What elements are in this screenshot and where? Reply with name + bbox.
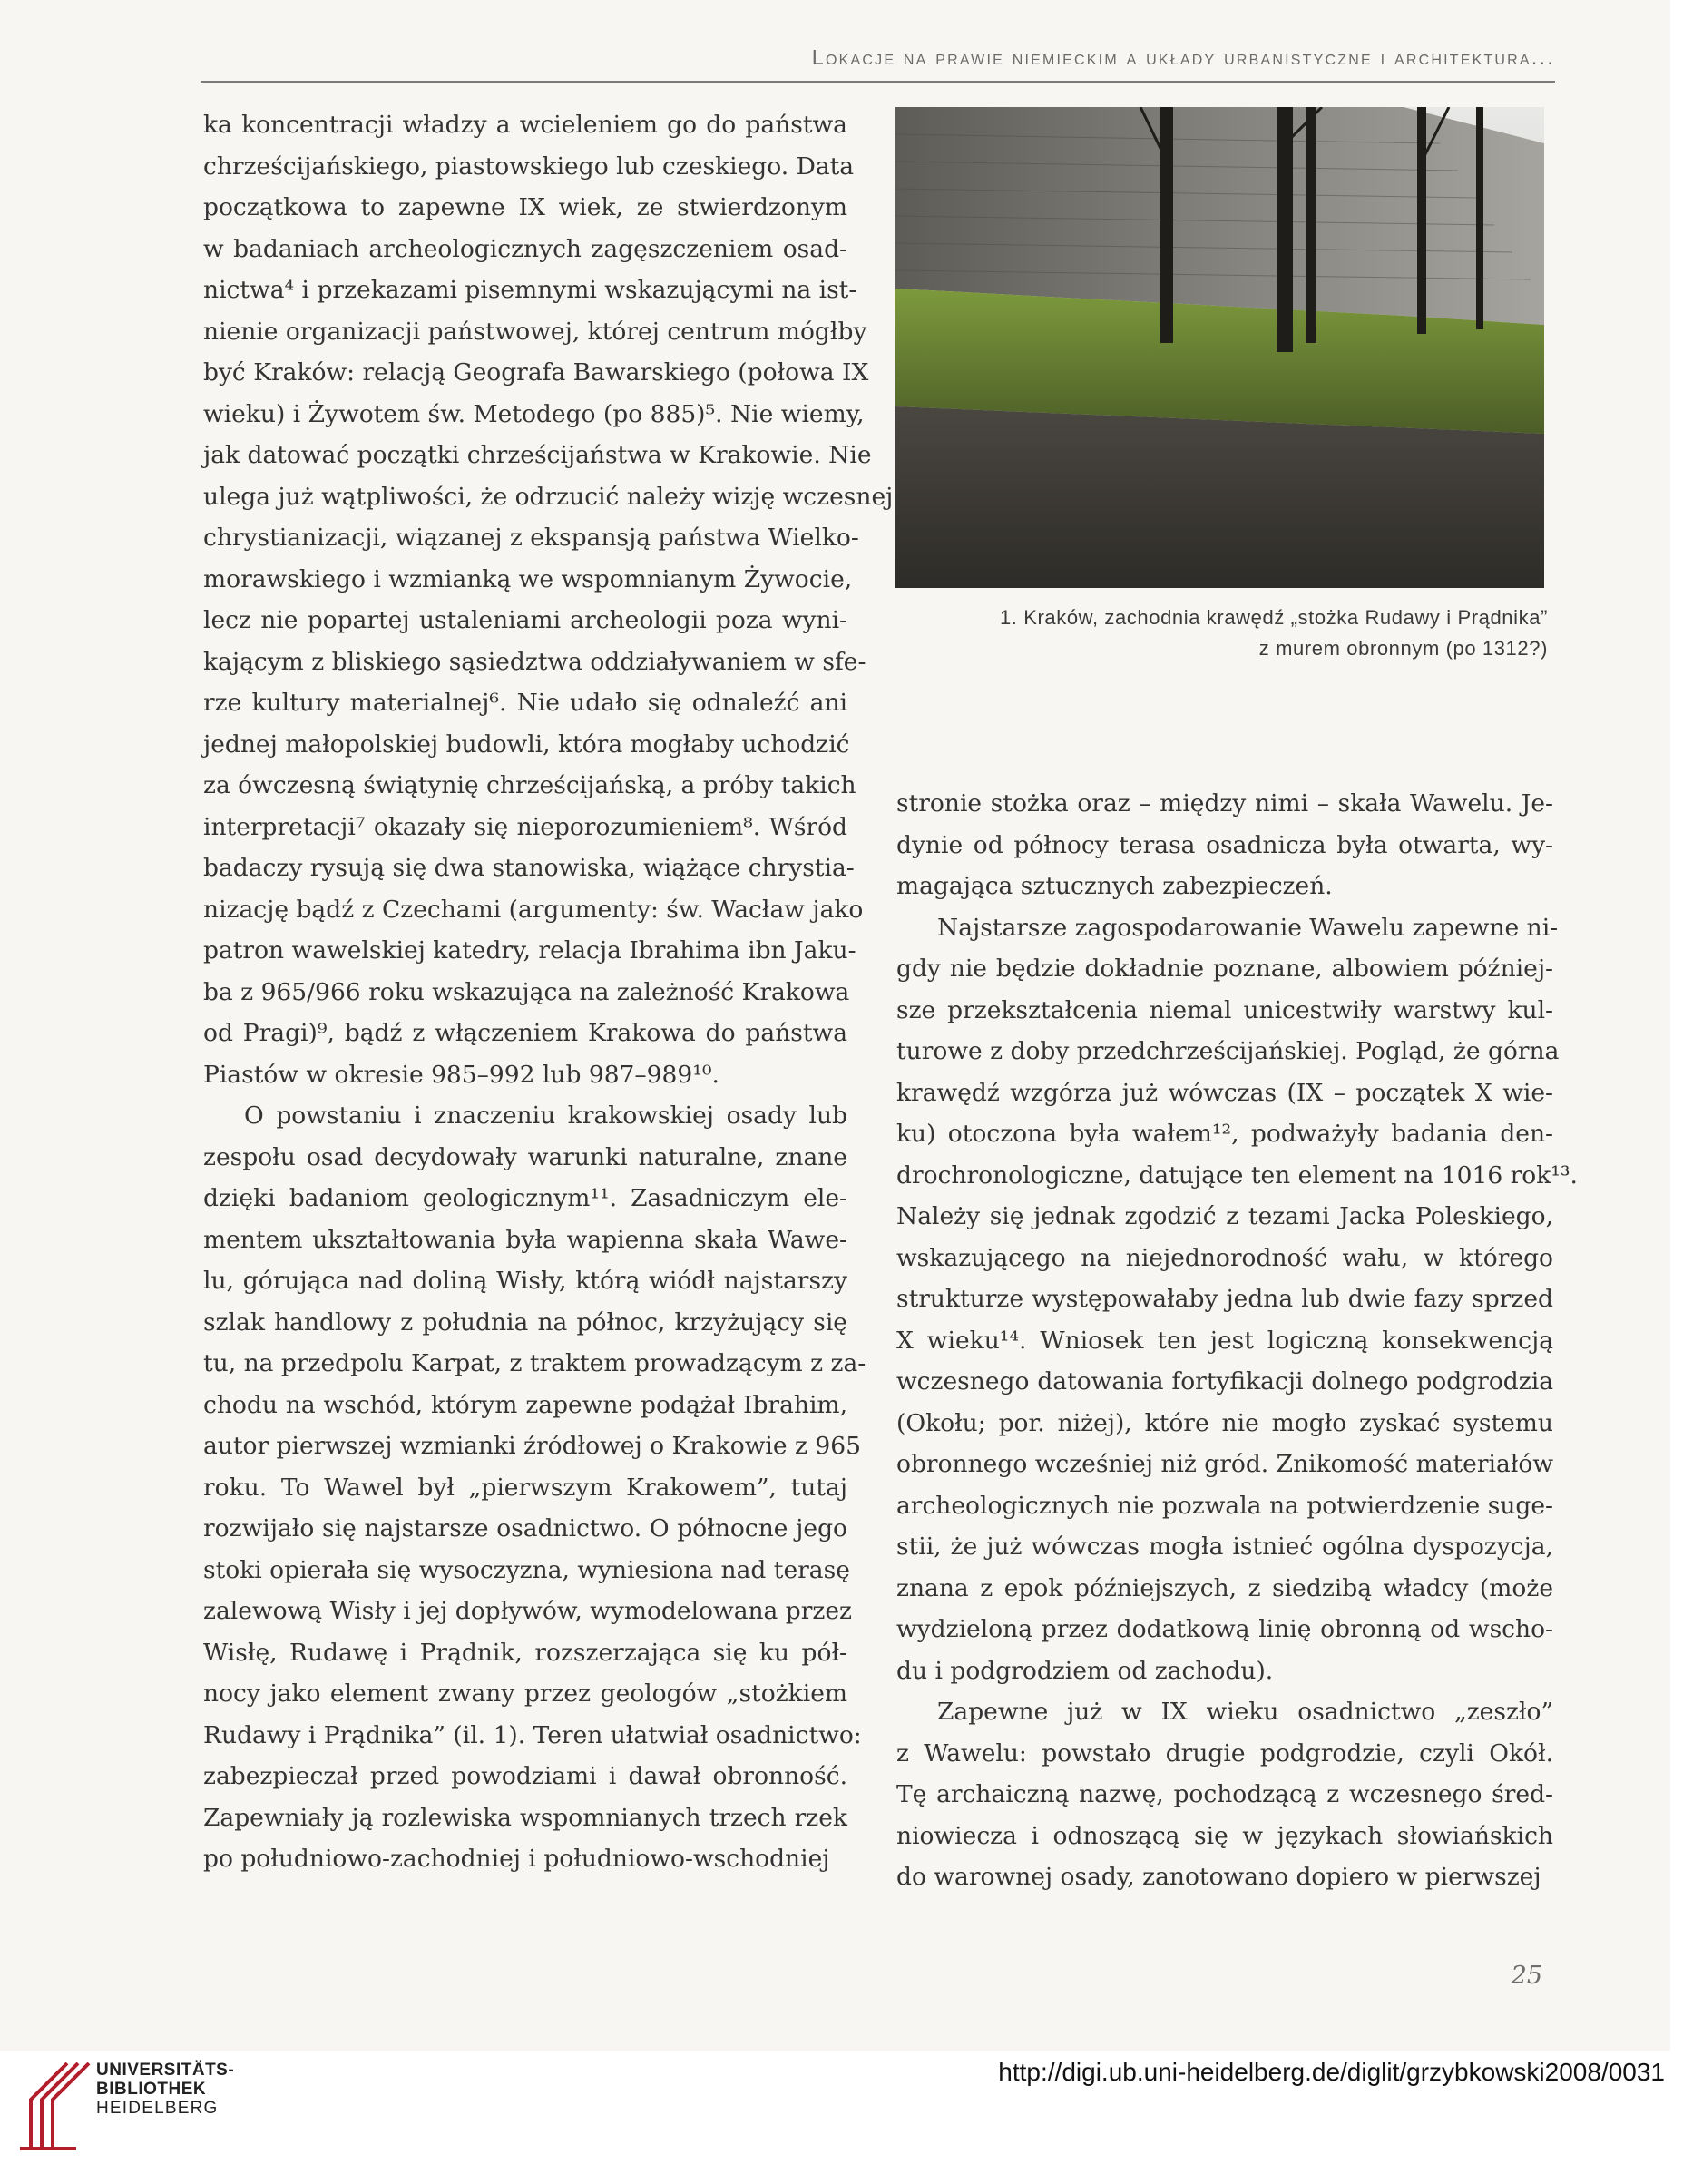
text-line: sze przekształcenia niemal unicestwiły warstwy kul- xyxy=(896,995,1553,1024)
text-line: interpretacji⁷ okazały się nieporozumieniem⁸. Wśród xyxy=(203,812,847,841)
text-line: archeologicznych nie pozwala na potwierdzenie suge- xyxy=(896,1491,1553,1520)
running-header: Lokacje na prawie niemieckim a układy urbanistyczne i architektura... xyxy=(811,45,1555,69)
text-line: magająca sztucznych zabezpieczeń. xyxy=(896,872,1333,900)
text-line: wieku) i Żywotem św. Metodego (po 885)⁵. Nie wiemy, xyxy=(203,399,865,428)
text-line: roku. To Wawel był „pierwszym Krakowem”, tutaj xyxy=(203,1473,847,1502)
text-line: badaczy rysują się dwa stanowiska, wiążące chrystia- xyxy=(203,854,855,882)
text-line: Zapewniały ją rozlewiska wspomnianych trzech rzek xyxy=(203,1803,847,1832)
text-line: ka koncentracji władzy a wcieleniem go do państwa xyxy=(203,111,847,139)
text-line: chrześcijańskiego, piastowskiego lub czeskiego. Data xyxy=(203,152,855,181)
text-line: być Kraków: relacją Geografa Bawarskiego (połowa IX xyxy=(203,358,869,387)
text-line: zespołu osad decydowały warunki naturalne, znane xyxy=(203,1142,847,1171)
header-rule xyxy=(201,81,1555,83)
text-line: drochronologiczne, datujące ten element na 1016 rok¹³. xyxy=(896,1161,1578,1190)
text-line: nienie organizacji państwowej, której centrum mógłby xyxy=(203,317,867,346)
text-line: du i podgrodziem od zachodu). xyxy=(896,1656,1274,1685)
text-line: nocy jako element zwany przez geologów „stożkiem xyxy=(203,1680,847,1708)
text-line: chodu na wschód, którym zapewne podążał Ibrahim, xyxy=(203,1390,847,1419)
paragraph-2 xyxy=(896,907,1578,1692)
text-line: ulega już wątpliwości, że odrzucić należy wizję wczesnej xyxy=(203,482,894,511)
text-line: Rudawy i Prądnika” (il. 1). Teren ułatwiał osadnictwo: xyxy=(203,1720,862,1749)
text-line: autor pierwszej wzmianki źródłowej o Krakowie z 965 xyxy=(203,1432,861,1460)
library-name-line-2: BIBLIOTHEK xyxy=(96,2080,207,2099)
text-line: obronnego wcześniej niż gród. Znikomość materiałów xyxy=(896,1450,1554,1478)
page-number: 25 xyxy=(1511,1962,1542,1990)
text-line: patron wawelskiej katedry, relacja Ibrahima ibn Jaku- xyxy=(203,936,856,965)
text-line: gdy nie będzie dokładnie poznane, albowiem później- xyxy=(896,955,1553,983)
text-line: rze kultury materialnej⁶. Nie udało się odnaleźć ani xyxy=(203,689,847,717)
text-line: krawędź wzgórza już wówczas (IX – początek X wie- xyxy=(896,1078,1553,1107)
text-line: strukturze występowałaby jedna lub dwie fazy sprzed xyxy=(896,1285,1553,1313)
text-line: Zapewne już w IX wieku osadnictwo „zeszło” xyxy=(937,1698,1553,1726)
text-line: zabezpieczał przed powodziami i dawał obronność. xyxy=(203,1762,847,1790)
library-name xyxy=(96,2061,234,2118)
library-logo-icon xyxy=(13,2058,94,2154)
text-line: wskazującego na niejednorodność wału, w którego xyxy=(896,1243,1553,1272)
text-line: chrystianizacji, wiązanej z ekspansją państwa Wielko- xyxy=(203,524,859,552)
library-name-line-1: UNIVERSITÄTS- xyxy=(96,2061,235,2080)
text-line: morawskiego i wzmianką we wspomnianym Żywocie, xyxy=(203,564,853,593)
paragraph-2 xyxy=(203,1095,866,1880)
text-line: w badaniach archeologicznych zagęszczeniem osad- xyxy=(203,234,847,263)
text-line: ku) otoczona była wałem¹², podważyły badania den- xyxy=(896,1120,1553,1148)
text-line: Tę archaiczną nazwę, pochodzącą z wczesnego śred- xyxy=(896,1780,1553,1808)
library-name-line-3: HEIDELBERG xyxy=(96,2099,219,2118)
text-line: zalewową Wisły i jej dopływów, wymodelowana przez xyxy=(203,1597,853,1625)
text-line: szlak handlowy z południa na północ, krzyżujący się xyxy=(203,1307,847,1337)
text-line: stoki opierała się wysoczyzna, wyniesiona nad terasę xyxy=(203,1555,850,1584)
text-line: O powstaniu i znaczeniu krakowskiej osady lub xyxy=(244,1102,847,1130)
text-line: od Pragi)⁹, bądź z włączeniem Krakowa do państwa xyxy=(203,1019,847,1047)
page-edge xyxy=(1670,0,1683,2051)
text-line: Wisłę, Rudawę i Prądnik, rozszerzająca się ku pół- xyxy=(203,1638,847,1667)
text-line: tu, na przedpolu Karpat, z traktem prowadzącym z za- xyxy=(203,1349,866,1377)
left-text-column xyxy=(203,104,894,1880)
text-line: wczesnego datowania fortyfikacji dolnego podgrodzia xyxy=(896,1367,1553,1396)
text-line: dzięki badaniom geologicznym¹¹. Zasadniczym ele- xyxy=(203,1184,847,1212)
caption-line-1: 1. Kraków, zachodnia krawędź „stożka Rudawy i Prądnika” xyxy=(999,606,1548,629)
text-line: ba z 965/966 roku wskazująca na zależność Krakowa xyxy=(203,977,850,1006)
text-line: znana z epok późniejszych, z siedzibą władcy (może xyxy=(896,1573,1553,1602)
text-line: kającym z bliskiego sąsiedztwa oddziaływaniem w sfe- xyxy=(203,647,866,676)
caption-line-2: z murem obronnym (po 1312?) xyxy=(1258,637,1548,660)
text-line: rozwijało się najstarsze osadnictwo. O północne jego xyxy=(203,1514,847,1543)
figure-caption xyxy=(898,602,1548,664)
text-line: (Okołu; por. niżej), które nie mogło zyskać systemu xyxy=(896,1408,1553,1437)
text-line: X wieku¹⁴. Wniosek ten jest logiczną konsekwencją xyxy=(896,1326,1553,1355)
text-line: początkowa to zapewne IX wiek, ze stwierdzonym xyxy=(203,193,847,221)
paragraph-1 xyxy=(896,783,1553,907)
text-line: wydzieloną przez dodatkową linię obronną od wscho- xyxy=(896,1615,1553,1643)
wall-photo-illustration xyxy=(895,107,1544,588)
text-line: jak datować początki chrześcijaństwa w Krakowie. Nie xyxy=(203,441,872,469)
text-line: dynie od północy terasa osadnicza była otwarta, wy- xyxy=(896,830,1553,859)
text-line: za ówczesną świątynię chrześcijańską, a próby takich xyxy=(203,771,856,799)
text-line: z Wawelu: powstało drugie podgrodzie, czyli Okół. xyxy=(896,1738,1553,1768)
text-line: niowiecza i odnoszącą się w językach słowiańskich xyxy=(896,1821,1553,1850)
text-line: stii, że już wówczas mogła istnieć ogólna dyspozycja, xyxy=(896,1533,1553,1561)
text-line: jednej małopolskiej budowli, która mogłaby uchodzić xyxy=(203,730,850,759)
text-line: turowe z doby przedchrześcijańskiej. Pogląd, że górna xyxy=(896,1037,1560,1065)
text-line: stronie stożka oraz – między nimi – skała Wawelu. Je- xyxy=(896,789,1553,818)
text-line: lu, górująca nad doliną Wisły, którą wiódł najstarszy xyxy=(203,1267,847,1295)
text-line: po południowo-zachodniej i południowo-wschodniej xyxy=(203,1845,830,1873)
source-url-link[interactable]: http://digi.ub.uni-heidelberg.de/diglit/grzybkowski2008/0031 xyxy=(998,2058,1665,2086)
text-line: mentem ukształtowania była wapienna skała Wawe- xyxy=(203,1225,847,1254)
paragraph-1 xyxy=(203,104,894,1095)
text-line: Należy się jednak zgodzić z tezami Jacka Poleskiego, xyxy=(896,1202,1553,1230)
text-line: Najstarsze zagospodarowanie Wawelu zapewne ni- xyxy=(937,913,1559,942)
text-line: lecz nie popartej ustaleniami archeologii poza wyni- xyxy=(203,606,847,634)
paragraph-3 xyxy=(896,1691,1553,1898)
text-line: nizację bądź z Czechami (argumenty: św. Wacław jako xyxy=(203,895,864,924)
text-line: Piastów w okresie 985–992 lub 987–989¹⁰. xyxy=(203,1060,719,1089)
right-text-column xyxy=(896,783,1578,1898)
text-line: do warownej osady, zanotowano dopiero w pierwszej xyxy=(896,1863,1541,1891)
text-line: nictwa⁴ i przekazami pisemnymi wskazującymi na ist- xyxy=(203,276,857,304)
figure-photo xyxy=(895,107,1544,588)
